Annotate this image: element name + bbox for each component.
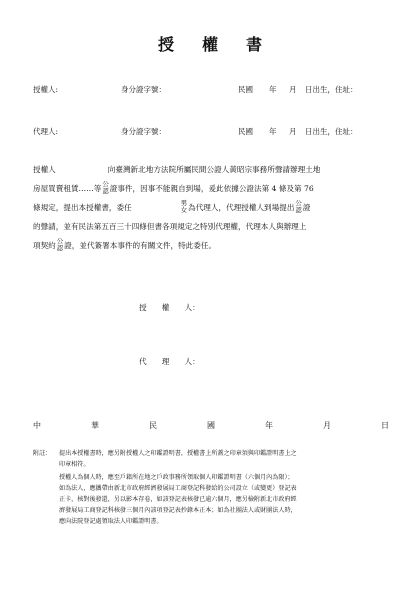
- note-line: 如為法人，應攜帶由新北市政府經濟發展局工商登記科發給的公司設立（或變更）登記表: [59, 485, 297, 492]
- grantor-birth-address-label: 日出生，住址：: [305, 85, 358, 94]
- grantor-month-label: 月: [289, 85, 297, 94]
- grantor-year-label: 年: [269, 85, 277, 94]
- grantor-id-label: 身分證字號：: [121, 85, 166, 94]
- agent-birth-address-label: 日出生，住址：: [305, 127, 358, 136]
- note-line: 授權人為個人時，應至戶籍所在地之戶政事務所領取個人印鑑證明書（六個月內為限）；: [59, 474, 294, 481]
- grantor-roc-label: 民國: [238, 85, 253, 94]
- body-line-5: 項契約 公 認 證，並代簽署本事件的有關文件，特此委任。: [33, 237, 217, 252]
- notarize-certify-choice: 公 認: [295, 199, 302, 214]
- body-line-4: 的聲請，並有民法第五百三十四條但書各項規定之特別代理權，代理本人與辦理上: [33, 222, 307, 231]
- gender-choice: 男 女: [180, 199, 188, 214]
- date-row: 中 華 民 國 年 月 日: [33, 421, 389, 430]
- body-line-1: 授權人 向臺灣新北地方法院所屬民間公證人黃昭宗事務所聲請辦理土地: [33, 165, 321, 174]
- note-line: 正卡，核對後發還，另以影本存卷，如該登記表核發已逾六個月，應另檢附新北市政府經: [59, 496, 297, 503]
- agent-id-label: 身分證字號：: [121, 127, 166, 136]
- note-line: 提出本授權書時，應另附授權人之印鑑證明書，授權書上所蓋之印章須與印鑑證明書上之: [59, 450, 297, 457]
- agent-signature-label: 代 理 人：: [139, 357, 200, 366]
- note-line: 應向法院登記處領取法人印鑑證明書。: [59, 518, 163, 525]
- agent-roc-label: 民國: [238, 127, 253, 136]
- grantor-signature-label: 授 權 人：: [139, 303, 200, 312]
- body-line-2: 房屋買賣租賃……等 公 認 證事件，因事不能親自到場，爰此依據公證法第 4 條及第 76: [33, 180, 314, 195]
- notarize-certify-choice: 公 認: [102, 180, 109, 195]
- agent-label: 代理人:: [33, 127, 59, 136]
- note-label: 附註：: [33, 450, 52, 457]
- agent-year-label: 年: [269, 127, 277, 136]
- document-title: 授 權 書: [157, 35, 263, 54]
- body-line-3: 條規定，提出本授權書，委任 男 女 為代理人，代理授權人到場提出 公 認 證: [33, 199, 311, 214]
- note-line: 濟發展局工商登記科核發三個月內該項登記表抄錄本正本；如為社團法人或財團法人時，: [59, 507, 297, 514]
- grantor-label: 授權人:: [33, 85, 59, 94]
- notarize-certify-choice: 公 認: [56, 237, 64, 252]
- agent-month-label: 月: [289, 127, 297, 136]
- note-line: 印章相符。: [59, 461, 90, 468]
